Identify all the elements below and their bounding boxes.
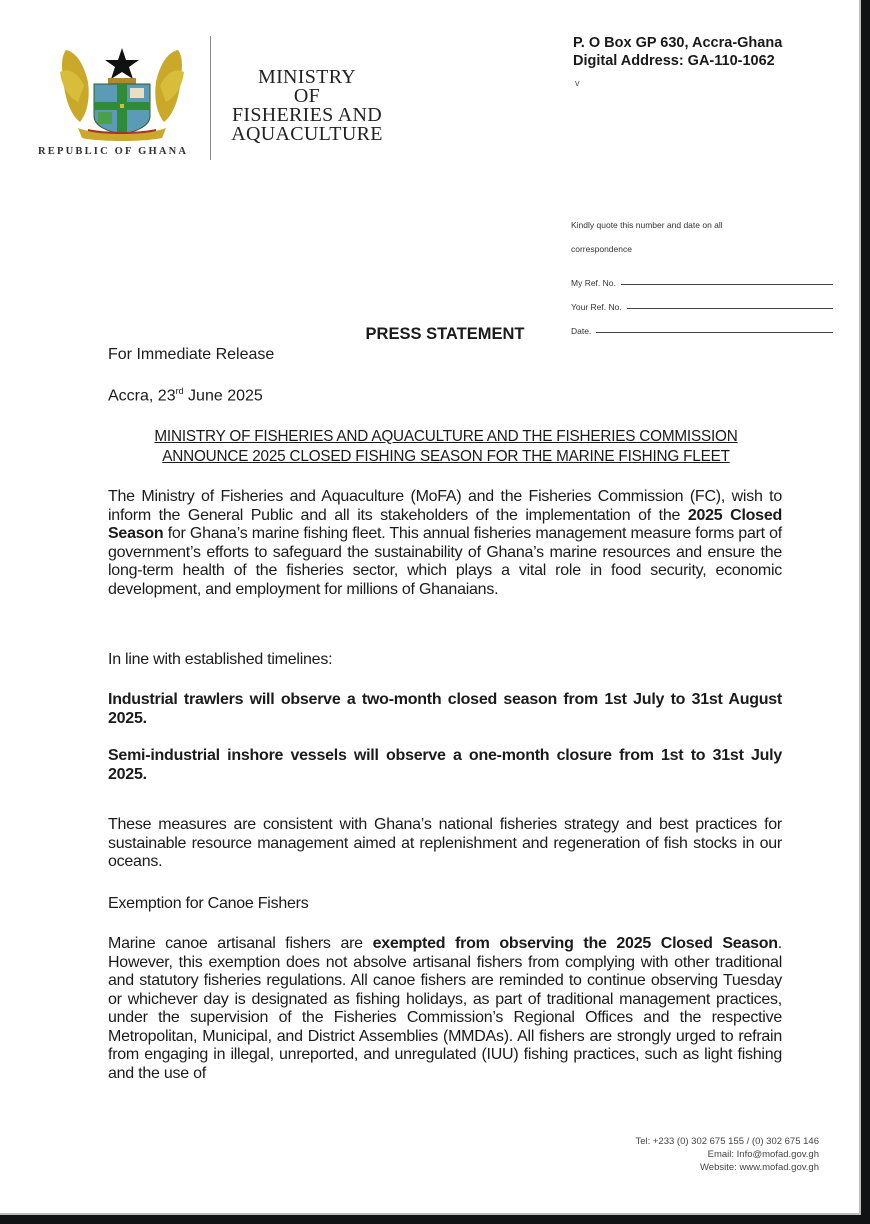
- republic-of-ghana-label: REPUBLIC OF GHANA: [38, 146, 189, 157]
- date-label: Date.: [571, 326, 592, 336]
- contact-footer: [635, 1135, 819, 1174]
- your-ref-line: [627, 308, 833, 309]
- digital-address: Digital Address: GA-110-1062: [573, 53, 775, 69]
- ministry-line: OF: [293, 85, 321, 107]
- intro-paragraph: [108, 488, 782, 599]
- your-ref-label: Your Ref. No.: [571, 302, 622, 312]
- postal-address: [573, 34, 782, 70]
- letterhead-divider: [210, 36, 211, 160]
- ministry-line: FISHERIES AND: [231, 104, 383, 126]
- dateline: [108, 386, 263, 405]
- reference-note: correspondence: [571, 244, 632, 254]
- your-ref-field: [571, 290, 833, 314]
- measures-paragraph: These measures are consistent with Ghana’s national fisheries strategy and best practices for sustainable resource management aimed at replenishment and regeneration of fish stocks in our oceans.: [108, 816, 782, 870]
- semi-industrial-notice: Semi-industrial inshore vessels will observe a one-month closure from 1st to 31st July 2025.: [108, 747, 782, 783]
- ministry-line: AQUACULTURE: [231, 123, 383, 145]
- ministry-name: [222, 68, 392, 144]
- my-ref-field: [571, 266, 833, 290]
- ghana-coat-of-arms-icon: [58, 42, 186, 142]
- timelines-intro: In line with established timelines:: [108, 651, 333, 668]
- headline: [108, 427, 784, 467]
- reference-note: Kindly quote this number and date on all: [571, 220, 723, 230]
- po-box: P. O Box GP 630, Accra-Ghana: [573, 35, 783, 51]
- document-type: PRESS STATEMENT: [365, 325, 525, 343]
- headline-line: MINISTRY OF FISHERIES AND AQUACULTURE AND THE FISHERIES COMMISSION: [154, 428, 738, 445]
- headline-line: ANNOUNCE 2025 CLOSED FISHING SEASON FOR THE MARINE FISHING FLEET: [162, 448, 730, 465]
- my-ref-line: [621, 284, 833, 285]
- dateline-day: Accra, 23: [108, 387, 176, 405]
- ministry-line: MINISTRY: [258, 66, 356, 88]
- dateline-month-year: June 2025: [183, 387, 263, 405]
- address-mark: v: [575, 78, 580, 88]
- footer-email: Email: Info@mofad.gov.gh: [707, 1149, 819, 1160]
- footer-telephone: Tel: +233 (0) 302 675 155 / (0) 302 675 146: [635, 1136, 819, 1147]
- text-run: The Ministry of Fisheries and Aquaculture (MoFA) and the Fisheries Commission (FC), wish to inform the General Public and all its stakeholders of the implementation of the: [108, 488, 782, 524]
- dateline-ordinal: rd: [175, 386, 184, 396]
- exemption-heading: Exemption for Canoe Fishers: [108, 895, 309, 912]
- my-ref-label: My Ref. No.: [571, 278, 616, 288]
- closed-season-emphasis: 2025 Closed Season: [108, 506, 782, 542]
- text-run: Marine canoe artisanal fishers are: [108, 935, 373, 952]
- text-run: for Ghana’s marine fishing fleet. This annual fisheries management measure forms part of government’s efforts to safeguard the sustainability of Ghana’s marine resources and ensure the long-term health of the fisheries sector, which plays a vital role in food security, economic development, and employment for millions of Ghanaians.: [108, 525, 782, 598]
- exemption-paragraph: [108, 935, 782, 1083]
- text-run: . However, this exemption does not absolve artisanal fishers from complying with other traditional and statutory fisheries regulations. All canoe fishers are reminded to continue observing Tuesday or whichever day is designated as fishing holidays, as part of traditional management practices, under the supervision of the Fisheries Commission’s Regional Offices and the respective Metropolitan, Municipal, and District Assemblies (MMDAs). All fishers are strongly urged to refrain from engaging in illegal, unreported, and unregulated (IUU) fishing practices, such as light fishing and the use of: [108, 935, 782, 1082]
- footer-website: Website: www.mofad.gov.gh: [700, 1162, 819, 1173]
- reference-block: [571, 218, 833, 338]
- release-note: For Immediate Release: [108, 346, 275, 363]
- industrial-trawlers-notice: Industrial trawlers will observe a two-month closed season from 1st July to 31st August 2025.: [108, 691, 782, 727]
- exemption-emphasis: exempted from observing the 2025 Closed Season: [372, 935, 778, 952]
